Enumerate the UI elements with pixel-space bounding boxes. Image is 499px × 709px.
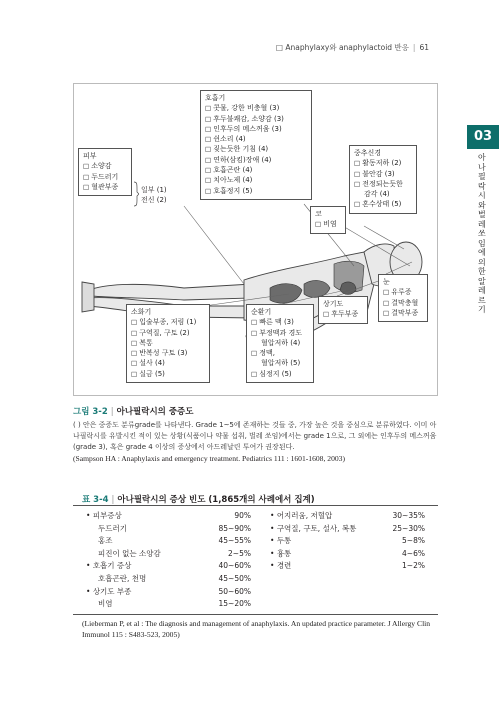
skin-brace [133,181,139,207]
symptom-frequency: 5~8% [402,536,425,546]
cns-item: □ 혼수상태 (5) [354,199,412,209]
table-row [86,598,251,611]
chapter-tab [467,125,499,314]
symptom-frequency: 2~5% [228,548,251,558]
respiratory-title: 호흡기 [205,94,226,102]
nose-callout [310,206,346,234]
page-number: 61 [419,43,429,52]
symptom-frequency: 25~30% [392,523,425,533]
respiratory-item: □ 후두불쾌감, 소양감 (3) [205,114,307,124]
circulatory-title: 순환기 [251,308,272,316]
header-separator: | [412,43,416,52]
eye-title: 눈 [383,278,390,286]
respiratory-item: □ 치아노제 (4) [205,175,307,185]
chapter-number: 03 [467,125,499,149]
table-row [270,523,425,536]
table-row [86,573,251,586]
symptom-frequency-table [73,505,438,615]
figure-caption-body: ( ) 안은 중증도 분류grade를 나타낸다. Grade 1~5에 존재하는 것들 중, 가장 높은 것을 중심으로 분류하였다. 이미 아나필락시를 유발시킨 적이 있는 상황(식품이나 약물 섭취, 벌레 쏘임)에서는 grade 1으로, 그 외에는 인후두의 메스꺼움(grade 3), 혹은 grade 4 이상의 증상에서 아드레날린 투여가 권장된다. [73,421,437,451]
eye-item: □ 결막부종 [383,308,423,318]
eye-item: □ 결막충혈 [383,298,423,308]
upper-airway-title: 상기도 [323,300,344,308]
skin-item: □ 혈관부종 [83,182,127,192]
gi-item: □ 구역질, 구토 (2) [131,328,205,338]
table-row [270,548,425,561]
cns-item: □ 전정되는듯한 [354,179,412,189]
symptom-frequency: 40~60% [218,561,251,571]
symptom-frequency: 1~2% [402,561,425,571]
symptom-frequency: 85~90% [218,523,251,533]
table-row [86,523,251,536]
skin-partial-label: 일부 (1) [141,186,167,194]
cns-title: 중추신경 [354,149,382,157]
table-row [86,560,251,573]
gi-item: □ 복통 [131,338,205,348]
respiratory-item: □ 콧물, 강한 비충혈 (3) [205,103,307,113]
gi-item: □ 설사 (4) [131,358,205,368]
table-row [86,535,251,548]
skin-item: □ 두드러기 [83,172,127,182]
table-row [270,560,425,573]
cns-item-continuation: 감각 (4) [364,190,390,199]
symptom-name: • 어지러움, 저혈압 [270,510,332,523]
upper-airway-item: □ 후두부종 [323,309,363,319]
nose-title: 코 [315,210,322,218]
eye-callout [378,274,428,322]
table-label: 표 3-4 [82,495,109,505]
symptom-name: 두드러기 [98,523,127,533]
skin-systemic-label: 전신 (2) [141,196,167,204]
circulatory-item-continuation: 혈압저하 (4) [261,338,301,347]
gi-item: □ 실금 (5) [131,369,205,379]
table-row [86,586,251,599]
figure-reference: (Sampson HA : Anaphylaxis and emergency treatment. Pediatrics 111 : 1601-1608, 2003) [73,454,345,463]
symptom-name: 호흡곤란, 천명 [98,573,147,583]
symptom-frequency: 90% [234,511,251,520]
chapter-section-marker: □ [275,43,283,52]
table-reference: (Lieberman P, et al : The diagnosis and management of anaphylaxis. An updated practice parameter. J Allergy Clin Immunol 115 : S483-523, 2005) [82,619,431,639]
circulatory-item: □ 부정맥과 경도 [251,328,309,338]
symptom-name: • 두통 [270,535,291,548]
symptom-frequency: 15~20% [218,599,251,609]
figure-caption [73,405,443,463]
table-left-column [86,510,251,611]
symptom-frequency: 50~60% [218,586,251,596]
respiratory-callout [200,90,312,200]
body-leg-upper [92,284,252,300]
respiratory-item: □ 인후두의 메스꺼움 (3) [205,124,307,134]
symptom-name: 피진이 없는 소양감 [98,548,161,558]
skin-callout [78,148,132,196]
eye-item: □ 유루증 [383,287,423,297]
chapter-title-vertical: 아나필락시와 벌레 쏘임에 의한 알레르기 [478,153,486,314]
upper-airway-callout [318,296,368,324]
symptom-frequency: 4~6% [402,548,425,558]
respiratory-item: □ 호흡정지 (5) [205,186,307,196]
cns-item: □ 불안감 (3) [354,169,412,179]
symptom-frequency: 30~35% [392,511,425,520]
respiratory-item: □ 호흡곤란 (4) [205,165,307,175]
table-right-column [270,510,425,573]
caption-separator: | [110,407,114,417]
circulatory-callout [246,304,314,383]
table-row [270,535,425,548]
symptom-name: 홍조 [98,536,113,546]
leader-skin [184,206,244,284]
figure-title: 아나필락시의 중증도 [116,407,194,417]
symptom-frequency: 45~55% [218,536,251,546]
cns-callout [349,145,417,214]
symptom-name: 비염 [98,599,113,609]
figure-label: 그림 3-2 [73,407,108,417]
table-row [270,510,425,523]
table-title-text: 아나필락시의 증상 빈도 (1,865개의 사례에서 집계) [117,495,315,505]
symptom-name: • 구역질, 구토, 설사, 복통 [270,523,356,536]
cns-item: □ 활동저하 (2) [354,158,412,168]
symptom-name: • 호흡기 증상 [86,560,131,573]
circulatory-item-continuation: 혈압저하 (5) [261,359,301,368]
table-title [82,493,315,505]
respiratory-item: □ 쉰소리 (4) [205,134,307,144]
gi-title: 소화기 [131,308,152,316]
circulatory-item: □ 빠른 맥 (3) [251,317,309,327]
symptom-name: • 피부증상 [86,510,122,523]
respiratory-item: □ 짖는듯한 기침 (4) [205,144,307,154]
circulatory-item: □ 심정지 (5) [251,369,309,379]
gi-callout [126,304,210,383]
symptom-name: • 흉통 [270,548,291,561]
nose-item: □ 비염 [315,219,341,229]
table-title-separator: | [111,495,115,505]
figure-caption-title [73,405,443,417]
respiratory-item: □ 연하(삼킴)장애 (4) [205,155,307,165]
running-header-title: Anaphylaxy와 anaphylactoid 반응 [285,43,409,52]
circulatory-item: □ 정맥, [251,348,309,358]
heart [340,282,356,295]
table-row [86,510,251,523]
gi-item: □ 입술부종, 저림 (1) [131,317,205,327]
symptom-name: • 경련 [270,560,291,573]
anaphylaxis-figure [73,83,438,396]
symptom-name: • 상기도 부종 [86,586,131,599]
skin-item: □ 소양감 [83,161,127,171]
gi-item: □ 반복성 구토 (3) [131,348,205,358]
symptom-frequency: 45~50% [218,573,251,583]
table-row [86,548,251,561]
running-header [276,42,429,53]
skin-title: 피부 [83,152,97,160]
body-feet [82,282,94,312]
